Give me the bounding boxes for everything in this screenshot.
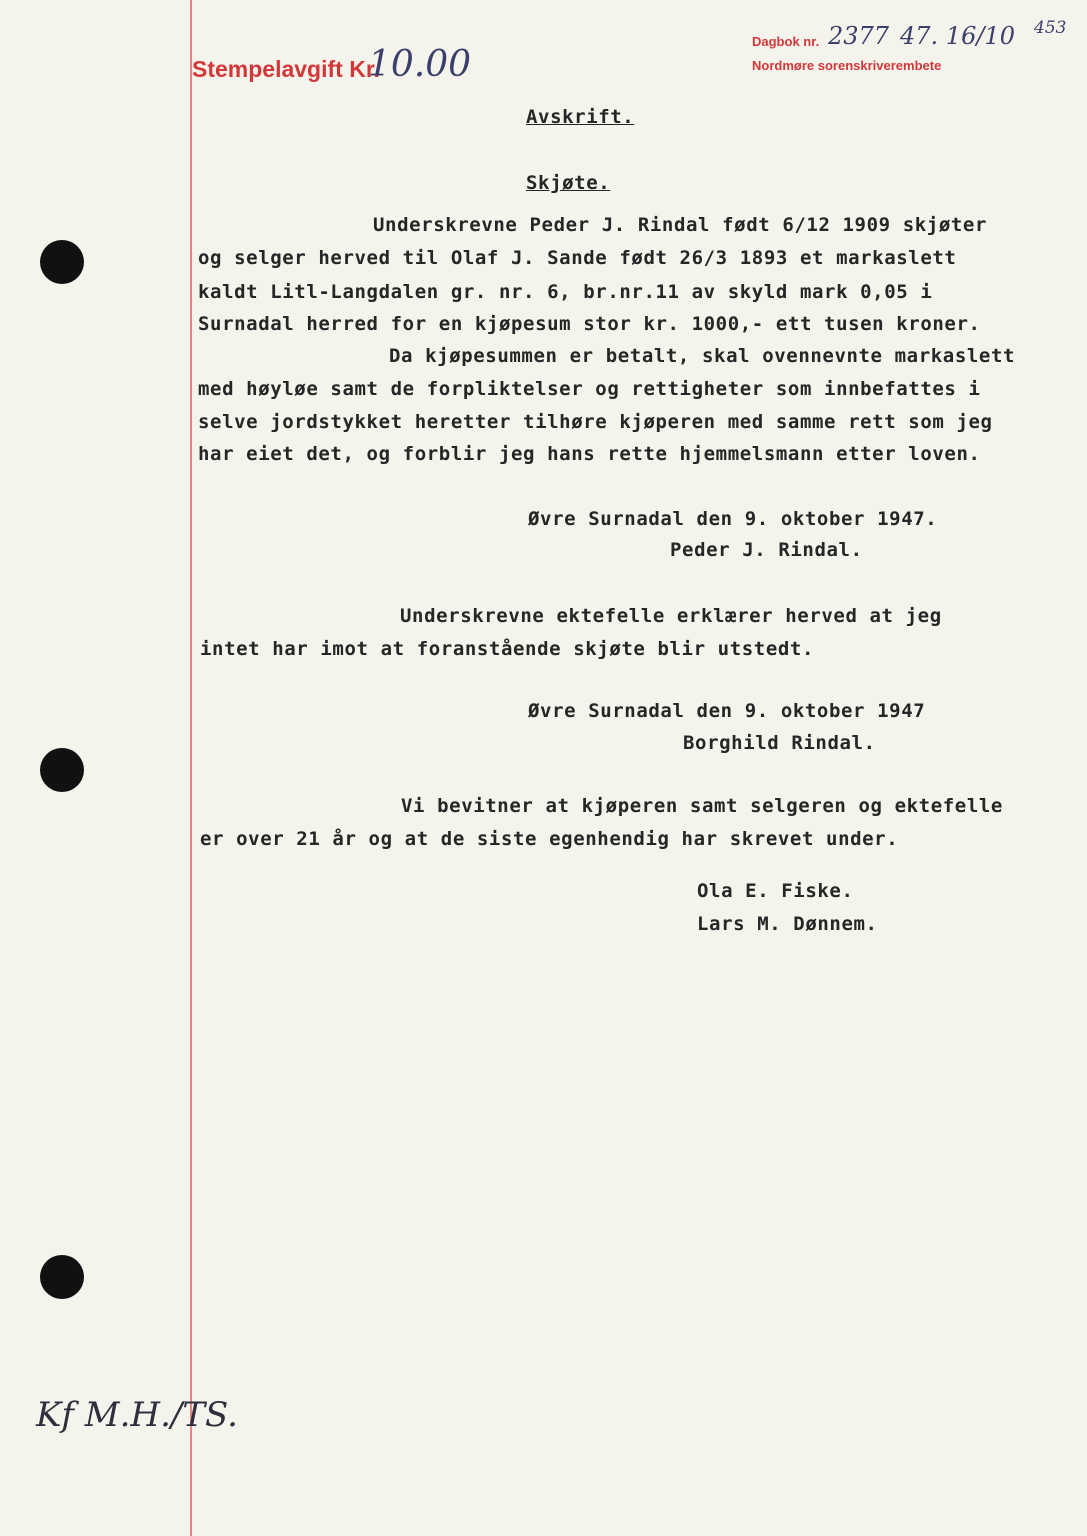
heading-avskrift: Avskrift. <box>526 106 635 128</box>
witness-ola: Ola E. Fiske. <box>697 880 854 902</box>
paragraph2-line: har eiet det, og forblir jeg hans rette hjemmelsmann etter loven. <box>198 443 981 465</box>
paragraph4-line: Vi bevitner at kjøperen samt selgeren og ektefelle <box>401 795 1003 817</box>
paragraph2-line: med høyløe samt de forpliktelser og rettigheter som innbefattes i <box>198 378 981 400</box>
title-skjote: Skjøte. <box>526 172 611 194</box>
red-margin-line <box>190 0 192 1536</box>
paragraph1-line: Surnadal herred for en kjøpesum stor kr. 1000,- ett tusen kroner. <box>198 313 981 335</box>
place-date-2: Øvre Surnadal den 9. oktober 1947 <box>528 700 926 722</box>
paragraph3-line: Underskrevne ektefelle erklærer herved at jeg <box>400 605 942 627</box>
paragraph1-line: Underskrevne Peder J. Rindal født 6/12 1909 skjøter <box>373 214 987 236</box>
witness-lars: Lars M. Dønnem. <box>697 913 878 935</box>
paragraph1-line: og selger herved til Olaf J. Sande født 26/3 1893 et markaslett <box>198 247 957 269</box>
paragraph2-line: selve jordstykket heretter tilhøre kjøperen med samme rett som jeg <box>198 411 993 433</box>
paragraph4-line: er over 21 år og at de siste egenhendig har skrevet under. <box>200 828 899 850</box>
stamp-dagbok-entry: 2377 <box>828 22 890 50</box>
footer-handwritten-note: Kf M.H./TS. <box>36 1395 238 1435</box>
stamp-fee-label: Stempelavgift Kr. <box>192 56 380 82</box>
punch-hole-icon <box>40 240 84 284</box>
stamp-dagbok-label: Dagbok nr. <box>752 34 820 49</box>
signature-peder: Peder J. Rindal. <box>670 539 863 561</box>
page-number: 453 <box>1034 18 1067 38</box>
punch-hole-icon <box>40 1255 84 1299</box>
stamp-fee-amount: 10.00 <box>368 44 472 85</box>
paragraph2-line: Da kjøpesummen er betalt, skal ovennevnte markaslett <box>389 345 1016 367</box>
stamp-dagbok-date: 47. 16/10 <box>900 22 1015 50</box>
punch-hole-icon <box>40 748 84 792</box>
paragraph1-line: kaldt Litl-Langdalen gr. nr. 6, br.nr.11 av skyld mark 0,05 i <box>198 281 933 303</box>
stamp-office: Nordmøre sorenskriverembete <box>752 58 942 73</box>
signature-borghild: Borghild Rindal. <box>683 732 876 754</box>
paragraph3-line: intet har imot at foranstående skjøte blir utstedt. <box>200 638 814 660</box>
place-date-1: Øvre Surnadal den 9. oktober 1947. <box>528 508 938 530</box>
